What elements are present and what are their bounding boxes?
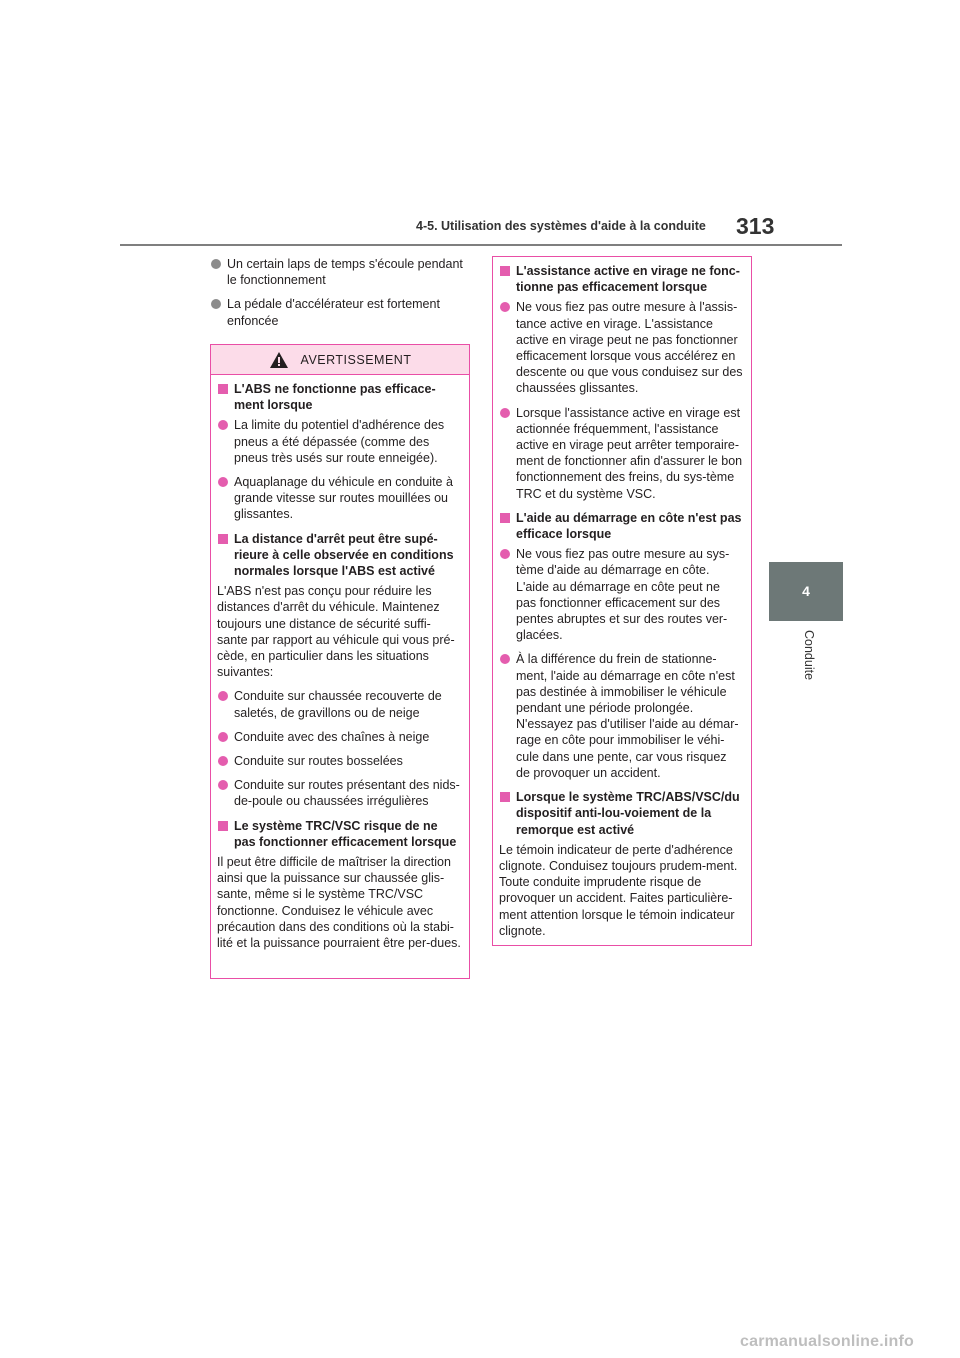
header-divider xyxy=(120,244,842,246)
warning-paragraph: L'ABS n'est pas conçu pour réduire les distances d'arrêt du véhicule. Maintenez toujours une distance de sécurité suffi-sante par rapport au véhicule qui vous pré-cède, en particulier dans les situations suivantes: xyxy=(217,584,455,680)
bullet-icon xyxy=(218,756,228,766)
square-bullet-icon xyxy=(218,534,228,544)
square-bullet-icon xyxy=(218,821,228,831)
warning-paragraph: Il peut être difficile de maîtriser la direction ainsi que la puissance sur chaussée glis-sante, même si le système TRC/VSC fonctionne. Conduisez le véhicule avec précaution dans des conditions où la stabi-lité et la puissance pourraient être per-dues. xyxy=(217,855,461,951)
chapter-label: Conduite xyxy=(802,630,816,681)
section-title: 4-5. Utilisation des systèmes d'aide à la conduite xyxy=(416,219,706,233)
warning-box-continued xyxy=(492,256,752,946)
warning-subheading: L'aide au démarrage en côte n'est pas efficace lorsque xyxy=(499,510,743,542)
bullet-icon xyxy=(218,420,228,430)
warning-subheading: Lorsque le système TRC/ABS/VSC/du dispositif anti-lou-voiement de la remorque est activé xyxy=(499,789,743,838)
square-bullet-icon xyxy=(218,384,228,394)
warning-subheading: Le système TRC/VSC risque de ne pas fonctionner efficacement lorsque xyxy=(217,818,461,850)
bullet-icon xyxy=(218,477,228,487)
list-item: Conduite sur chaussée recouverte de saletés, de gravillons ou de neige xyxy=(217,688,461,720)
bullet-icon xyxy=(211,259,221,269)
list-item: À la différence du frein de stationne-ment, l'aide au démarrage en côte n'est pas destinée à immobiliser le véhicule pendant une période prolongée. N'essayez pas d'utiliser l'aide au démar-rage en côte pour immobiliser le véhi-cule dans une pente, car vous risquez de provoquer un accident. xyxy=(499,651,743,781)
bullet-icon xyxy=(500,408,510,418)
bullet-icon xyxy=(218,691,228,701)
square-bullet-icon xyxy=(500,792,510,802)
warning-box xyxy=(210,344,470,979)
intro-list xyxy=(210,256,472,337)
list-item: Conduite sur routes bosselées xyxy=(217,753,461,769)
square-bullet-icon xyxy=(500,513,510,523)
bullet-icon xyxy=(218,732,228,742)
square-bullet-icon xyxy=(500,266,510,276)
warning-header xyxy=(211,345,469,375)
page-number: 313 xyxy=(736,213,775,239)
warning-subheading: La distance d'arrêt peut être supé-rieure à celle observée en conditions normales lorsque l'ABS est activé xyxy=(217,531,461,580)
warning-paragraph: Le témoin indicateur de perte d'adhérence clignote. Conduisez toujours prudem-ment. Toute conduite imprudente risque de provoquer un accident. Faites particulière-ment attention lorsque le témoin indicateur clignote. xyxy=(499,842,738,938)
list-item: Aquaplanage du véhicule en conduite à grande vitesse sur routes mouillées ou glissantes. xyxy=(217,474,461,523)
bullet-icon xyxy=(500,549,510,559)
warning-triangle-icon xyxy=(269,351,289,369)
bullet-icon xyxy=(500,654,510,664)
list-item: Lorsque l'assistance active en virage est actionnée fréquemment, l'assistance active en virage peut arrêter temporaire-ment de fonctionner afin d'assurer le bon fonctionnement des freins, du sys-tème TRC et du système VSC. xyxy=(499,405,743,502)
list-item: La pédale d'accélérateur est fortement enfoncée xyxy=(210,296,472,328)
watermark-link[interactable]: carmanualsonline.info xyxy=(740,1333,915,1350)
list-item: Un certain laps de temps s'écoule pendant le fonctionnement xyxy=(210,256,472,288)
bullet-icon xyxy=(500,302,510,312)
warning-subheading: L'assistance active en virage ne fonc-tionne pas efficacement lorsque xyxy=(499,263,743,295)
warning-subheading: L'ABS ne fonctionne pas efficace-ment lorsque xyxy=(217,381,461,413)
bullet-icon xyxy=(218,780,228,790)
list-item: Conduite avec des chaînes à neige xyxy=(217,729,461,745)
list-item: La limite du potentiel d'adhérence des pneus a été dépassée (comme des pneus très usés sur route enneigée). xyxy=(217,417,461,466)
list-item: Ne vous fiez pas outre mesure à l'assis-tance active en virage. L'assistance active en virage peut ne pas fonctionner efficacement lorsque vous accélérez en descente ou que vous conduisez sur des chaussées glissantes. xyxy=(499,299,743,396)
bullet-icon xyxy=(211,299,221,309)
list-item: Ne vous fiez pas outre mesure au sys-tème d'aide au démarrage en côte. L'aide au démarrage en côte peut ne pas fonctionner efficacement sur des pentes abruptes et sur des routes ver-glacées. xyxy=(499,546,743,643)
list-item: Conduite sur routes présentant des nids-de-poule ou chaussées irrégulières xyxy=(217,777,461,809)
warning-title: AVERTISSEMENT xyxy=(300,352,412,367)
chapter-tab[interactable]: 4 xyxy=(769,562,843,621)
